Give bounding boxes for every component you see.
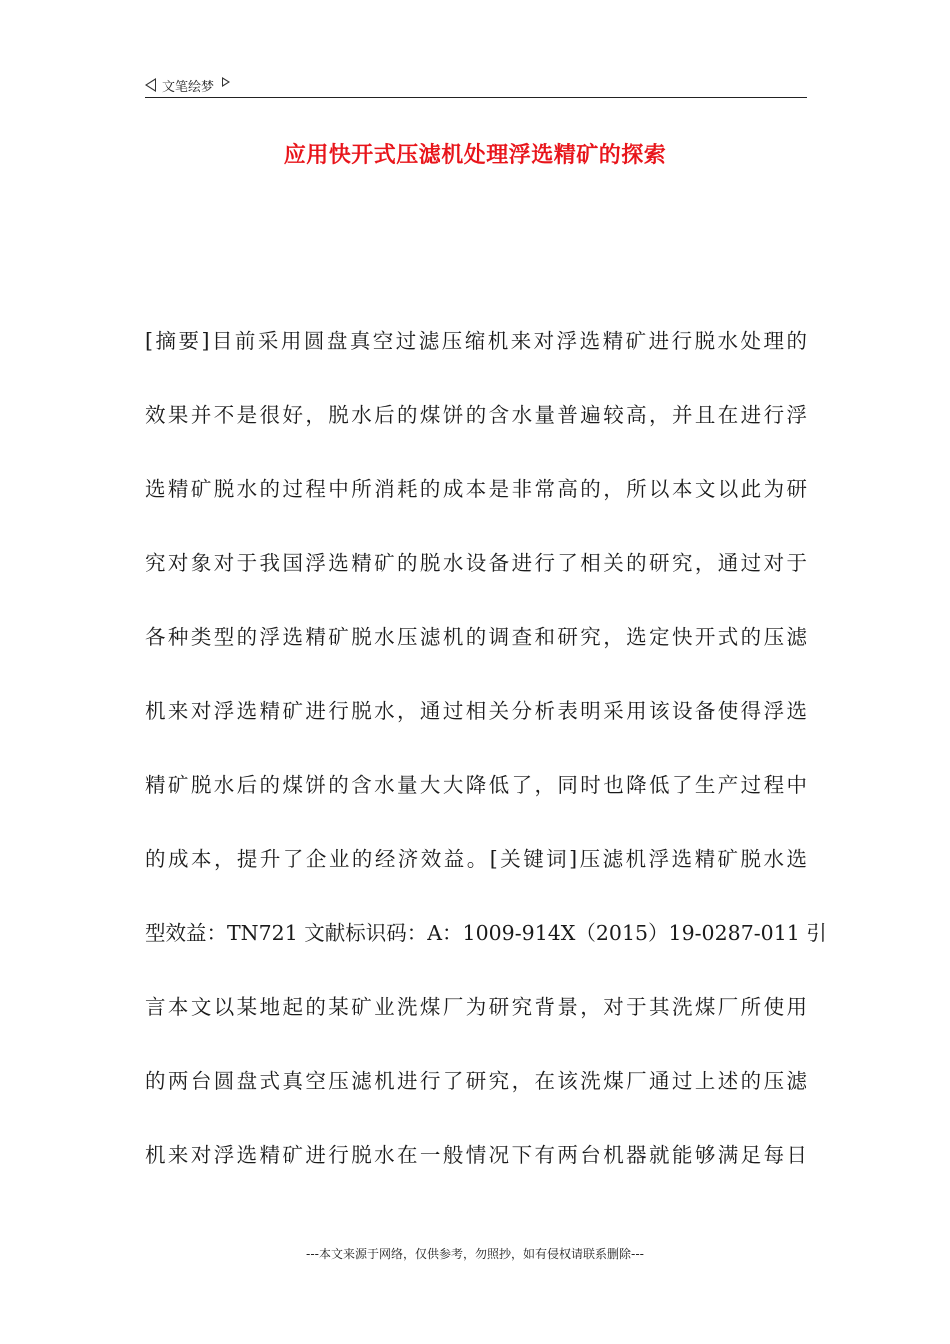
body-line: 言本文以某地起的某矿业洗煤厂为研究背景，对于其洗煤厂所使用: [145, 995, 807, 1019]
header-divider: [145, 97, 807, 98]
body-line: 的成本，提升了企业的经济效益。[关键词]压滤机浮选精矿脱水选: [145, 847, 807, 871]
body-line: 型效益：TN721 文献标识码：A：1009-914X（2015）19-0287-011 引: [145, 921, 827, 945]
page-header: [145, 74, 807, 96]
body-line: 机来对浮选精矿进行脱水，通过相关分析表明采用该设备使得浮选: [145, 699, 807, 723]
body-line: 精矿脱水后的煤饼的含水量大大降低了，同时也降低了生产过程中: [145, 773, 807, 797]
triangle-right-icon: [222, 77, 230, 87]
body-line: 选精矿脱水的过程中所消耗的成本是非常高的，所以本文以此为研: [145, 477, 807, 501]
body-line: 机来对浮选精矿进行脱水在一般情况下有两台机器就能够满足每日: [145, 1143, 807, 1167]
triangle-left-icon: [145, 78, 156, 92]
header-brand: 文笔绘梦: [162, 79, 215, 95]
body-line: 效果并不是很好，脱水后的煤饼的含水量普遍较高，并且在进行浮: [145, 403, 807, 427]
body-line: 各种类型的浮选精矿脱水压滤机的调查和研究，选定快开式的压滤: [145, 625, 807, 649]
body-line: 究对象对于我国浮选精矿的脱水设备进行了相关的研究，通过对于: [145, 551, 807, 575]
document-title: 应用快开式压滤机处理浮选精矿的探索: [283, 143, 667, 168]
document-body: [145, 322, 827, 1210]
body-line: 的两台圆盘式真空压滤机进行了研究，在该洗煤厂通过上述的压滤: [145, 1069, 807, 1093]
page-footer: ---本文来源于网络，仅供参考，勿照抄，如有侵权请联系删除---: [306, 1247, 644, 1261]
body-line: [摘要]目前采用圆盘真空过滤压缩机来对浮选精矿进行脱水处理的: [145, 329, 807, 353]
